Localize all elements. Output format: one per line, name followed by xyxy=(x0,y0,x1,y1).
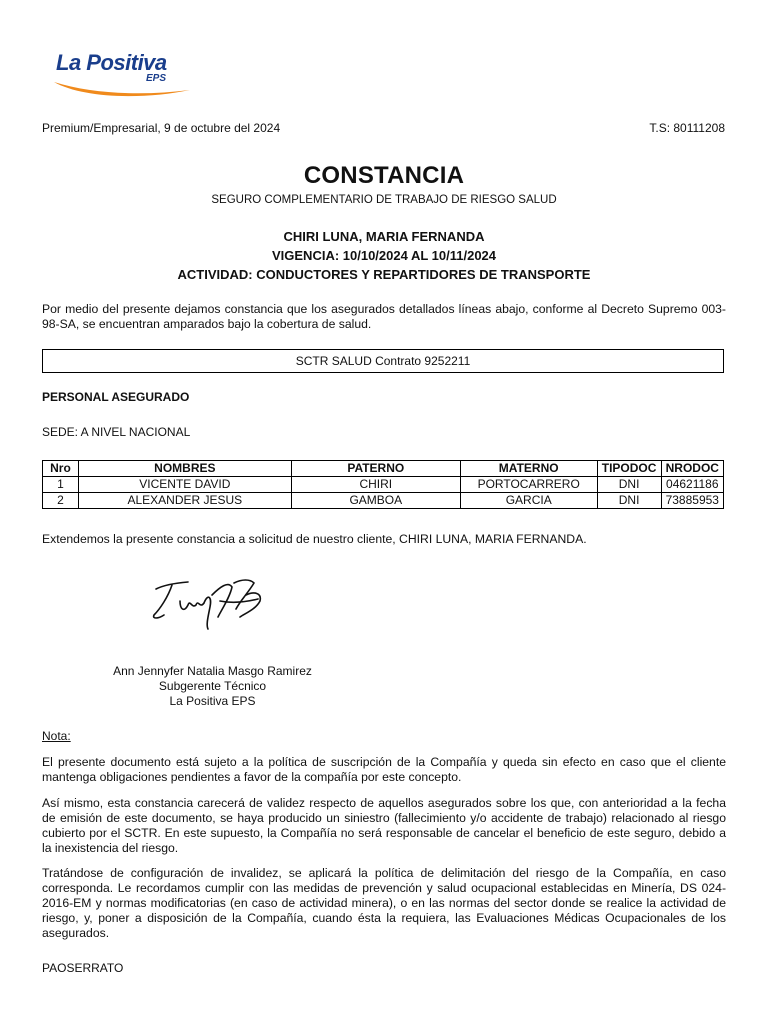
logo-sub: EPS xyxy=(146,73,167,84)
logo-name: La Positiva xyxy=(56,50,167,75)
footer-user: PAOSERRATO xyxy=(42,961,124,975)
cell-tipodoc: DNI xyxy=(597,477,661,493)
cell-nombres: VICENTE DAVID xyxy=(78,477,291,493)
cell-nrodoc: 04621186 xyxy=(661,477,723,493)
contract-box: SCTR SALUD Contrato 9252211 xyxy=(42,349,724,373)
table-row xyxy=(43,493,724,509)
cell-nombres: ALEXANDER JESUS xyxy=(78,493,291,509)
section-heading: PERSONAL ASEGURADO xyxy=(42,390,190,404)
nota-paragraph-1: El presente documento está sujeto a la política de suscripción de la Compañía y queda sin efecto en caso que el cliente mantenga obligaciones pendientes a favor de la compañía por este concepto. xyxy=(42,755,726,784)
nota-label: Nota: xyxy=(42,729,71,743)
vigencia: VIGENCIA: 10/10/2024 AL 10/11/2024 xyxy=(271,248,497,263)
sede: SEDE: A NIVEL NACIONAL xyxy=(42,425,191,439)
col-nrodoc: NRODOC xyxy=(661,461,723,477)
insured-table xyxy=(42,460,724,509)
cell-paterno: GAMBOA xyxy=(291,493,460,509)
document-subtitle: SEGURO COMPLEMENTARIO DE TRABAJO DE RIESGO SALUD xyxy=(211,194,557,206)
nota-paragraph-2: Así mismo, esta constancia carecerá de validez respecto de aquellos asegurados sobre los que, con anterioridad a la fecha de emisión de este documento, se haya producido un siniestro (fallecimiento y/o accidente de trabajo) relacionado al riesgo cubierto por el SCTR. En este supuesto, la Compañía no será responsable de cancelar el beneficio de este seguro, debido a la inexistencia del riesgo. xyxy=(42,796,726,855)
signer-role: Subgerente Técnico xyxy=(158,679,267,693)
cell-nrodoc: 73885953 xyxy=(661,493,723,509)
col-nro: Nro xyxy=(43,461,79,477)
extend-paragraph: Extendemos la presente constancia a solicitud de nuestro cliente, CHIRI LUNA, MARIA FERNANDA. xyxy=(42,532,587,546)
logo-swoosh-icon xyxy=(52,76,192,100)
col-nombres: NOMBRES xyxy=(78,461,291,477)
cell-tipodoc: DNI xyxy=(597,493,661,509)
signer-name: Ann Jennyfer Natalia Masgo Ramirez xyxy=(113,664,312,678)
cell-nro: 1 xyxy=(43,477,79,493)
cell-materno: GARCIA xyxy=(460,493,597,509)
document-title: CONSTANCIA xyxy=(303,162,465,189)
table-header-row xyxy=(43,461,724,477)
signer-company: La Positiva EPS xyxy=(169,694,256,708)
col-tipodoc: TIPODOC xyxy=(597,461,661,477)
col-materno: MATERNO xyxy=(460,461,597,477)
actividad: ACTIVIDAD: CONDUCTORES Y REPARTIDORES DE TRANSPORTE xyxy=(177,267,591,282)
header-place-date: Premium/Empresarial, 9 de octubre del 2024 xyxy=(42,121,281,135)
header-ts: T.S: 80111208 xyxy=(649,121,725,135)
client-name: CHIRI LUNA, MARIA FERNANDA xyxy=(283,229,485,244)
intro-paragraph: Por medio del presente dejamos constancia que los asegurados detallados líneas abajo, conforme al Decreto Supremo 003-98-SA, se encuentran amparados bajo la cobertura de salud. xyxy=(42,302,726,331)
col-paterno: PATERNO xyxy=(291,461,460,477)
table-row xyxy=(43,477,724,493)
cell-materno: PORTOCARRERO xyxy=(460,477,597,493)
signature-icon xyxy=(150,573,270,635)
cell-paterno: CHIRI xyxy=(291,477,460,493)
nota-paragraph-3: Tratándose de configuración de invalidez, se aplicará la política de delimitación del riesgo de la Compañía, en caso corresponda. Le recordamos cumplir con las medidas de prevención y salud ocupacional establecidas en Minería, DS 024-2016-EM y normas modificatorias (en caso de actividad minera), o en las normas del sector donde se realice la actividad de riesgo, y, poner a disposición de la Compañía, cuando ésta la requiera, las Evaluaciones Médicas Ocupacionales de los asegurados. xyxy=(42,866,726,940)
cell-nro: 2 xyxy=(43,493,79,509)
company-logo xyxy=(52,46,192,102)
